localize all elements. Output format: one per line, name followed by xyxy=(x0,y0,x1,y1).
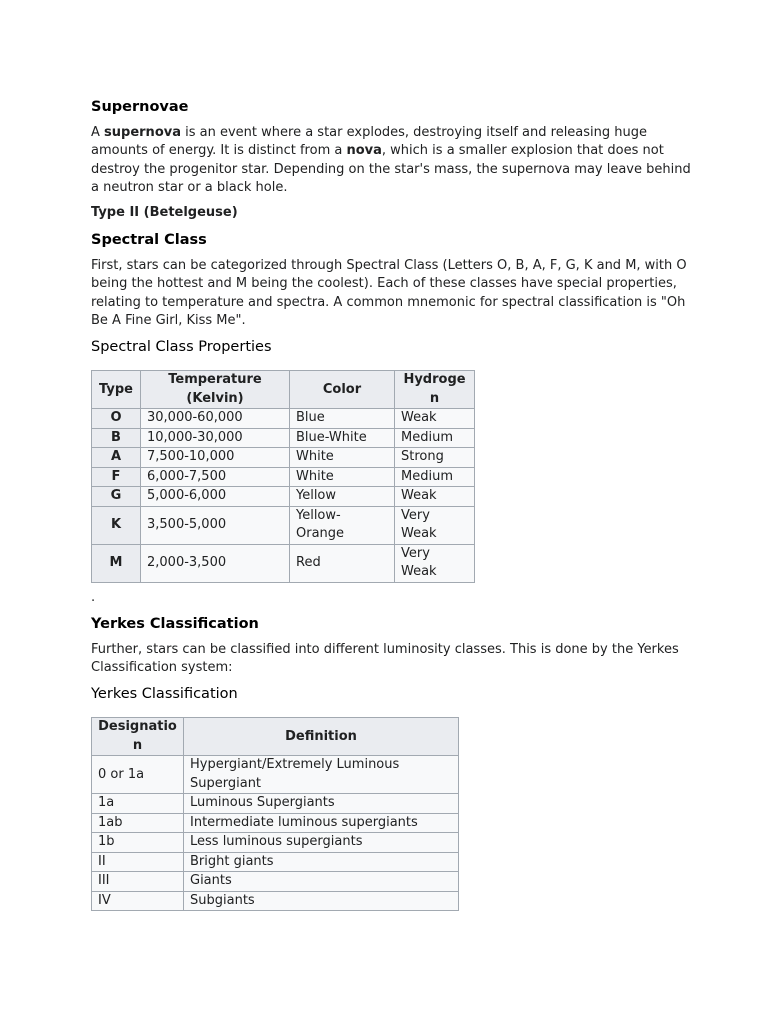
table-cell: 1ab xyxy=(92,813,184,833)
spectral-table-caption: Spectral Class Properties xyxy=(91,339,272,356)
table-cell: 2,000-3,500 xyxy=(141,544,290,582)
table-row xyxy=(92,813,459,833)
yerkes-table-body xyxy=(92,756,459,911)
table-cell: Subgiants xyxy=(184,891,459,911)
yerkes-heading: Yerkes Classification xyxy=(91,615,259,632)
table-cell: White xyxy=(290,448,395,468)
table-cell: Weak xyxy=(395,409,475,429)
table-cell: Very Weak xyxy=(395,544,475,582)
table-cell: 0 or 1a xyxy=(92,756,184,794)
supernovae-paragraph: A supernova is an event where a star explodes, destroying itself and releasing huge amounts of energy. It is distinct from a nova, which is a smaller explosion that does not destroy the progenitor star. Depending on the star's mass, the supernova may leave behind a neutron star or a black hole. xyxy=(91,125,691,195)
table-cell: Weak xyxy=(395,487,475,507)
article-content xyxy=(91,97,691,911)
table-row xyxy=(92,794,459,814)
table-cell: Blue-White xyxy=(290,428,395,448)
table-cell: Medium xyxy=(395,428,475,448)
table-cell: II xyxy=(92,852,184,872)
table-row xyxy=(92,833,459,853)
table-row xyxy=(92,487,475,507)
table-cell: 5,000-6,000 xyxy=(141,487,290,507)
spectral-class-table xyxy=(91,370,475,583)
column-header-designation: Designation xyxy=(92,718,184,756)
table-cell: O xyxy=(92,409,141,429)
table-cell: Less luminous supergiants xyxy=(184,833,459,853)
spectral-class-paragraph: First, stars can be categorized through Spectral Class (Letters O, B, A, F, G, K and M, with O being the hottest and M being the coolest). Each of these classes have special properties, relating to temperature and spectra. A common mnemonic for spectral classification is "Oh Be A Fine Girl, Kiss Me". xyxy=(91,258,687,329)
table-cell: 1b xyxy=(92,833,184,853)
table-cell: III xyxy=(92,872,184,892)
supernova-term: supernova xyxy=(104,125,181,140)
table-row xyxy=(92,544,475,582)
table-cell: 10,000-30,000 xyxy=(141,428,290,448)
table-cell: Hypergiant/Extremely Luminous Supergiant xyxy=(184,756,459,794)
table-cell: Strong xyxy=(395,448,475,468)
table-cell: A xyxy=(92,448,141,468)
type-ii-subheading: Type II (Betelgeuse) xyxy=(91,205,238,221)
table-cell: Yellow xyxy=(290,487,395,507)
table-row xyxy=(92,872,459,892)
table-cell: Yellow-Orange xyxy=(290,506,395,544)
table-cell: K xyxy=(92,506,141,544)
table-row xyxy=(92,891,459,911)
table-row xyxy=(92,428,475,448)
spectral-table-body xyxy=(92,409,475,583)
table-cell: B xyxy=(92,428,141,448)
table-cell: Blue xyxy=(290,409,395,429)
yerkes-table xyxy=(91,717,459,911)
table-row xyxy=(92,467,475,487)
table-cell: Medium xyxy=(395,467,475,487)
stray-period: . xyxy=(91,589,96,605)
table-cell: Bright giants xyxy=(184,852,459,872)
supernovae-heading: Supernovae xyxy=(91,99,189,115)
column-header-hydrogen: Hydrogen xyxy=(395,371,475,409)
table-cell: White xyxy=(290,467,395,487)
column-header-color: Color xyxy=(290,371,395,409)
table-cell: 3,500-5,000 xyxy=(141,506,290,544)
table-cell: 1a xyxy=(92,794,184,814)
table-cell: 7,500-10,000 xyxy=(141,448,290,468)
yerkes-paragraph: Further, stars can be classified into different luminosity classes. This is done by the Yerkes Classification system: xyxy=(91,641,679,676)
table-cell: Red xyxy=(290,544,395,582)
nova-term: nova xyxy=(346,143,382,159)
table-cell: 6,000-7,500 xyxy=(141,467,290,487)
table-row xyxy=(92,506,475,544)
column-header-definition: Definition xyxy=(184,718,459,756)
table-cell: Giants xyxy=(184,872,459,892)
table-header-row xyxy=(92,371,475,409)
table-cell: 30,000-60,000 xyxy=(141,409,290,429)
spectral-class-heading: Spectral Class xyxy=(91,232,207,249)
table-cell: Luminous Supergiants xyxy=(184,794,459,814)
table-cell: G xyxy=(92,487,141,507)
table-cell: IV xyxy=(92,891,184,911)
table-cell: F xyxy=(92,467,141,487)
table-header-row xyxy=(92,718,459,756)
table-row xyxy=(92,448,475,468)
column-header-type: Type xyxy=(92,371,141,409)
yerkes-table-caption: Yerkes Classification xyxy=(91,686,238,703)
table-row xyxy=(92,852,459,872)
table-cell: Very Weak xyxy=(395,506,475,544)
table-row xyxy=(92,756,459,794)
table-row xyxy=(92,409,475,429)
table-cell: Intermediate luminous supergiants xyxy=(184,813,459,833)
column-header-temperature: Temperature (Kelvin) xyxy=(141,371,290,409)
table-cell: M xyxy=(92,544,141,582)
